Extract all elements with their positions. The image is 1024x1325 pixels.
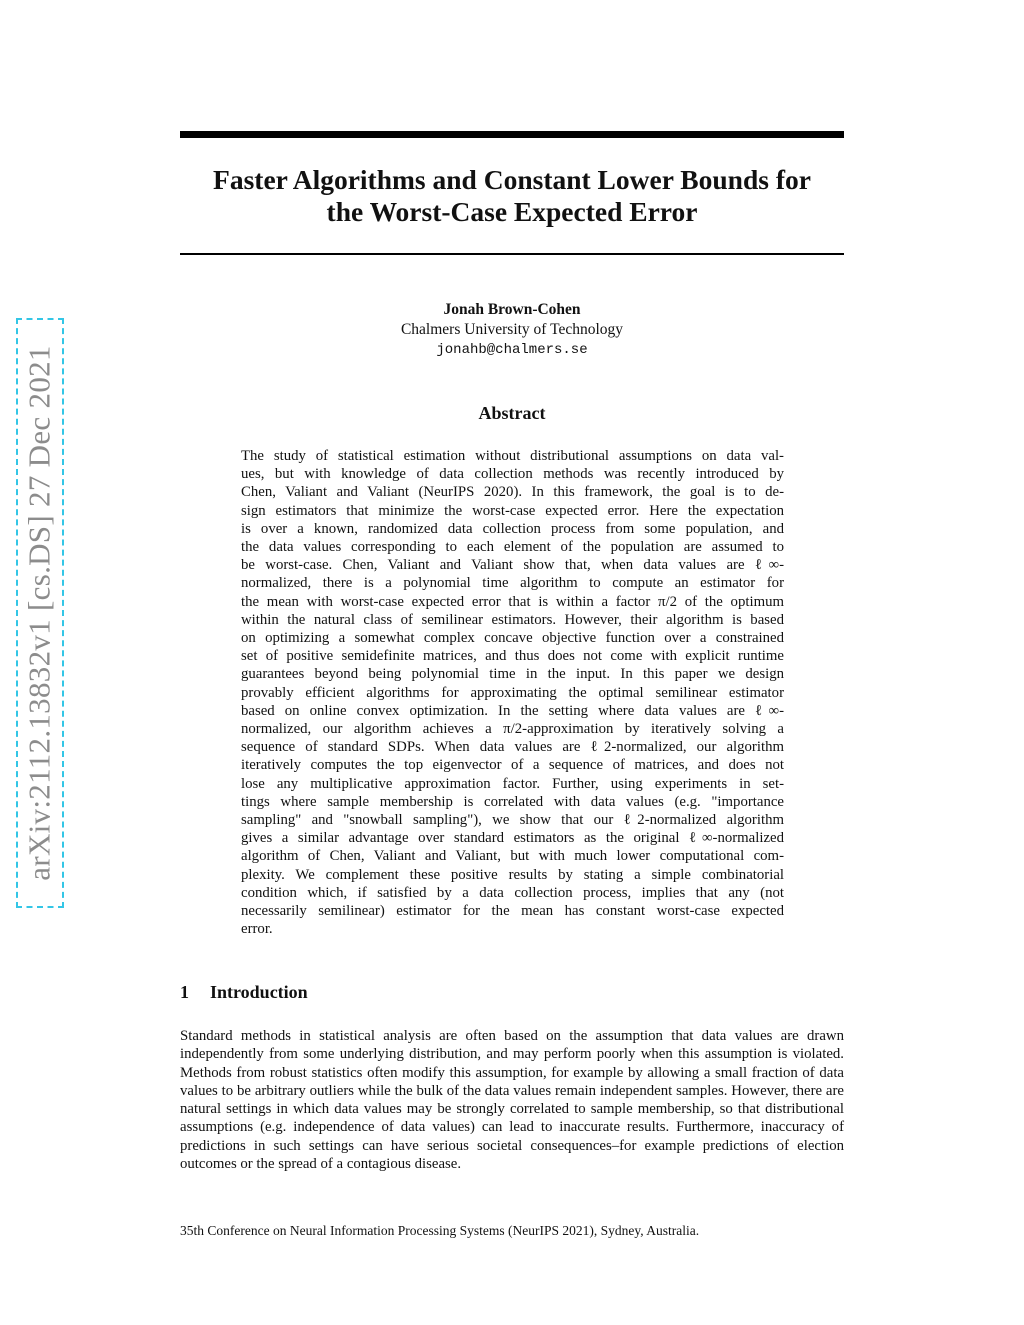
author-block — [180, 300, 844, 360]
abstract-line: provably efficient algorithms for approximating the optimal semilinear estimator — [241, 684, 784, 701]
abstract-heading: Abstract — [478, 403, 546, 423]
abstract-line: iteratively computes the top eigenvector of a sequence of matrices, and does not — [241, 757, 784, 774]
title-bottom-rule — [180, 253, 844, 255]
abstract-line: sequence of standard SDPs. When data values are ℓ2-normalized, our algorithm — [241, 739, 784, 756]
abstract-line: Chen, Valiant and Valiant (NeurIPS 2020). In this framework, the goal is to de- — [241, 484, 784, 501]
abstract-line: be worst-case. Chen, Valiant and Valiant show that, when data values are ℓ∞- — [241, 557, 784, 574]
abstract-line: within the natural class of semilinear estimators. However, their algorithm is based — [241, 611, 784, 628]
abstract-line: the data values corresponding to each element of the population are assumed to — [241, 539, 784, 556]
section-title: Introduction — [210, 982, 308, 1002]
abstract-line: set of positive semidefinite matrices, and thus does not come with explicit runtime — [241, 648, 784, 665]
abstract-line: tings where sample membership is correlated with data values (e.g. "importance — [241, 793, 784, 810]
author-affiliation: Chalmers University of Technology — [400, 321, 624, 338]
title-top-rule — [180, 131, 844, 138]
abstract-line: based on online convex optimization. In the setting where data values are ℓ∞- — [241, 702, 784, 719]
conference-footnote: 35th Conference on Neural Information Processing Systems (NeurIPS 2021), Sydney, Australia. — [180, 1223, 700, 1238]
abstract-line: normalized, there is a polynomial time algorithm to compute an estimator for — [241, 575, 784, 592]
section-number: 1 — [180, 982, 189, 1002]
abstract-line: lose any multiplicative approximation factor. Further, using experiments in set- — [241, 775, 784, 792]
abstract-line: sign estimators that minimize the worst-case expected error. Here the expectation — [241, 502, 784, 519]
abstract-line: ues, but with knowledge of data collection methods was recently introduced by — [241, 466, 784, 483]
abstract-line: sampling" and "snowball sampling"), we show that our ℓ2-normalized algorithm — [241, 812, 784, 829]
abstract-line: the mean with worst-case expected error that is within a factor π/2 of the optimum — [241, 593, 784, 610]
title-line-1: Faster Algorithms and Constant Lower Bounds for — [213, 164, 811, 195]
arxiv-stamp-text: arXiv:2112.13832v1 [cs.DS] 27 Dec 2021 — [22, 345, 58, 881]
arxiv-stamp[interactable] — [16, 318, 64, 908]
abstract-body — [241, 447, 784, 938]
abstract-line: necessarily semilinear) estimator for the mean has constant worst-case expected — [241, 903, 784, 920]
abstract-line: gives a similar advantage over standard estimators as the original ℓ∞-normalized — [241, 830, 784, 847]
abstract-line: algorithm of Chen, Valiant and Valiant, but with much lower computational com- — [241, 848, 784, 865]
abstract-line: guarantees beyond being polynomial time in the input. In this paper we design — [241, 666, 784, 683]
section-heading — [180, 982, 308, 1003]
title-line-2: the Worst-Case Expected Error — [326, 196, 698, 227]
abstract-line: The study of statistical estimation without distributional assumptions on data val- — [241, 448, 784, 464]
abstract-line: plexity. We complement these positive results by stating a simple combinatorial — [241, 866, 784, 883]
abstract-line: on optimizing a somewhat complex concave objective function over a constrained — [241, 630, 784, 647]
author-name: Jonah Brown-Cohen — [443, 301, 581, 318]
introduction-paragraph: Standard methods in statistical analysis are often based on the assumption that data values are drawn independently from some underlying distribution, and may perform poorly when this assumption is violated. Methods from robust statistics often modify this assumption, for example by allowing a small fraction of data values to be arbitrary outliers while the bulk of the data values remain independent samples. However, there are natural settings in which data values may be strongly correlated to sample membership, so that distributional assumptions (e.g. independence of data values) can lead to inaccurate results. Furthermore, inaccuracy of predictions in such settings can have serious societal consequences–for example predictions of election outcomes or the spread of a contagious disease. — [180, 1028, 844, 1173]
abstract-line: error. — [241, 921, 273, 938]
paper-title — [180, 164, 844, 228]
abstract-line: normalized, our algorithm achieves a π/2-approximation by iteratively solving a — [241, 721, 784, 738]
author-email[interactable]: jonahb@chalmers.se — [436, 342, 588, 358]
abstract-line: condition which, if satisfied by a data collection process, implies that any (not — [241, 884, 784, 901]
abstract-line: is over a known, randomized data collection process from some population, and — [241, 520, 784, 537]
